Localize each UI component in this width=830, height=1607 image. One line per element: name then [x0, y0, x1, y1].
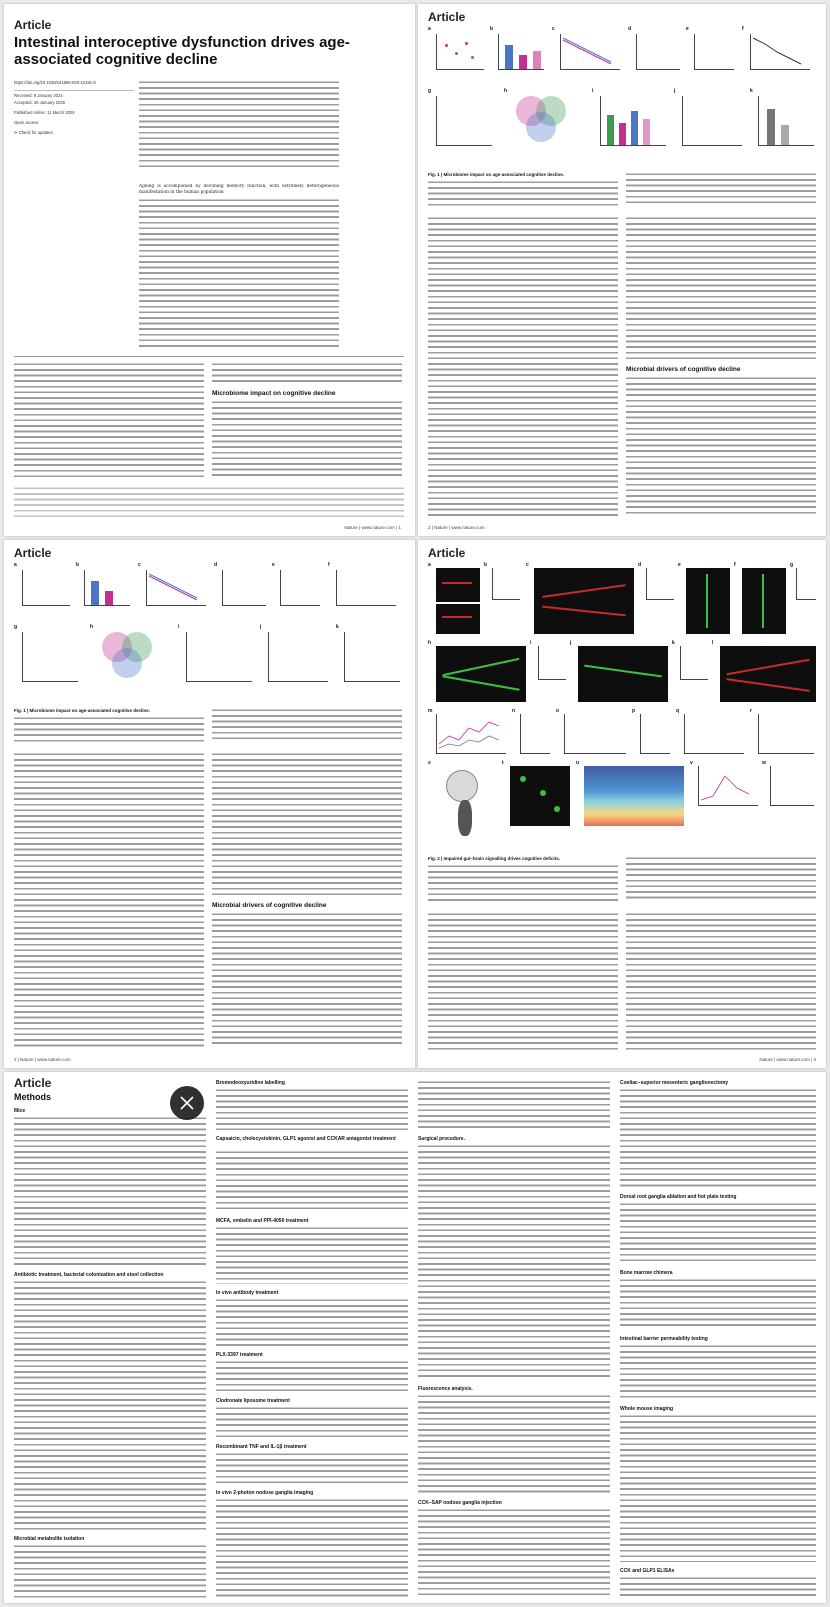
- page-footer: Nature | www.nature.com | 1: [344, 525, 401, 530]
- panel-label-a: a: [14, 562, 17, 568]
- dot-plot: [520, 714, 550, 754]
- subheading: In vivo 2-photon nodose ganglia imaging: [216, 1490, 314, 1496]
- subheading: Fluorescence analysis.: [418, 1386, 473, 1392]
- subheading: Recombinant TNF and IL-1β treatment: [216, 1444, 307, 1450]
- caption-body-right: [626, 856, 816, 902]
- panel-label-j: j: [260, 624, 262, 630]
- figure-caption: Fig. 1 | Microbiome impact on age-associated cognitive decline.: [14, 708, 151, 713]
- line-plot-2: [336, 570, 396, 606]
- micrograph: [686, 568, 730, 634]
- subheading: Coeliac–superior mesenteric ganglionectomy: [620, 1080, 729, 1086]
- panel-label-g: g: [428, 88, 432, 94]
- mouse-illustration: [436, 766, 496, 846]
- line-plot-3: [684, 714, 744, 754]
- bar-plot: [492, 568, 520, 600]
- body-column-right: [626, 912, 816, 1052]
- panel-label-d: d: [638, 562, 642, 568]
- panel-label-u: u: [576, 760, 580, 766]
- close-button[interactable]: [170, 1086, 204, 1120]
- line-plot: [146, 570, 206, 606]
- subheading: Microbial metabolite isolation: [14, 1536, 85, 1542]
- bar-plot-2: [186, 632, 252, 682]
- bar-plot: [498, 34, 544, 70]
- subheading: Mice: [14, 1108, 26, 1114]
- scatter-plot-3: [436, 96, 492, 146]
- section-label: Article: [428, 10, 466, 24]
- figure-caption: Fig. 2 | Impaired gut–brain signalling drives cognitive deficits.: [428, 856, 561, 861]
- bar-plot-3: [682, 96, 742, 146]
- section-label: Article: [428, 546, 466, 560]
- open-access: Open access: [14, 120, 39, 125]
- panel-label-a: a: [428, 562, 431, 568]
- panel-label-a: a: [428, 26, 431, 32]
- bar-plot-4: [758, 96, 814, 146]
- subheading: MCFA, embelin and PPI-4050 treatment: [216, 1218, 309, 1224]
- panel-label-b: b: [484, 562, 488, 568]
- body-column-left: [14, 752, 204, 1048]
- page-footer: Nature | www.nature.com | 4: [759, 1057, 816, 1062]
- page-3: [4, 540, 415, 1068]
- micrograph-green: [436, 646, 526, 702]
- panel-label-h: h: [504, 88, 508, 94]
- affiliations: [14, 486, 404, 518]
- bar-plot-4: [344, 632, 400, 682]
- methods-column-4: [620, 1080, 816, 1598]
- scatter-plot: [22, 570, 70, 606]
- scatter-plot-3: [22, 632, 78, 682]
- intro-column-right: [212, 400, 402, 478]
- bar-plot-3: [268, 632, 328, 682]
- bar-plot: [84, 570, 130, 606]
- section-heading: Microbial drivers of cognitive decline: [626, 366, 741, 373]
- page-footer: 2 | Nature | www.nature.com: [428, 525, 485, 530]
- section-label: Article: [14, 18, 52, 32]
- intro-column-left: [14, 362, 204, 477]
- dot-plot-3: [758, 714, 814, 754]
- panel-label-v: v: [690, 760, 693, 766]
- micrograph: [742, 568, 786, 634]
- scatter-plot-2: [636, 34, 680, 70]
- subheading: In vivo antibody treatment: [216, 1290, 279, 1296]
- subheading: Intestinal barrier permeability testing: [620, 1336, 708, 1342]
- subheading: Surgical procedure.: [418, 1136, 465, 1142]
- methods-column-3: [418, 1080, 610, 1598]
- scatter-plot-2: [222, 570, 266, 606]
- panel-label-e: e: [678, 562, 681, 568]
- panel-label-c: c: [526, 562, 529, 568]
- caption-body-right: [212, 708, 402, 742]
- section-label: Article: [14, 1076, 52, 1090]
- update-icon: ⟳: [14, 130, 19, 135]
- section-heading: Microbiome impact on cognitive decline: [212, 390, 336, 397]
- article-title: Intestinal interoceptive dysfunction drives age-associated cognitive decline: [14, 34, 350, 68]
- doi: https://doi.org/10.1038/s41586-026-10191-6: [14, 80, 96, 85]
- panel-label-g: g: [14, 624, 18, 630]
- figure-1: [428, 26, 818, 166]
- scatter-plot: [436, 34, 484, 70]
- caption-body: [428, 864, 618, 902]
- line-plot: [436, 714, 506, 754]
- panel-label-k: k: [336, 624, 339, 630]
- panel-label-o: o: [556, 708, 560, 714]
- panel-label-l: l: [712, 640, 714, 646]
- panel-label-c: c: [552, 26, 555, 32]
- panel-label-s: s: [428, 760, 431, 766]
- bar-plot-3: [796, 568, 816, 600]
- panel-label-f: f: [328, 562, 330, 568]
- panel-label-j: j: [570, 640, 572, 646]
- panel-label-j: j: [674, 88, 676, 94]
- line-plot-4: [698, 766, 758, 806]
- caption-body-right: [626, 172, 816, 206]
- panel-label-q: q: [676, 708, 680, 714]
- bar-plot-4: [538, 646, 566, 680]
- line-plot-2: [564, 714, 626, 754]
- intro-column-right-top: [212, 362, 402, 386]
- subheading: Clodronate liposome treatment: [216, 1398, 290, 1404]
- bar-plot-2: [646, 568, 674, 600]
- body-column-left: [428, 216, 618, 516]
- panel-label-d: d: [214, 562, 218, 568]
- figure-caption: Fig. 1 | Microbiome impact on age-associated cognitive decline.: [428, 172, 565, 177]
- panel-label-f: f: [742, 26, 744, 32]
- body-column-left: [428, 912, 618, 1052]
- panel-label-h: h: [90, 624, 94, 630]
- figure-1-copy: [14, 562, 404, 702]
- micrograph-red: [720, 646, 816, 702]
- author-list: [139, 80, 339, 170]
- panel-label-h: h: [428, 640, 432, 646]
- body-column-right: [626, 216, 816, 362]
- check-updates-link[interactable]: [14, 130, 134, 136]
- page-1: [4, 4, 415, 536]
- panel-label-k: k: [750, 88, 753, 94]
- panel-label-c: c: [138, 562, 141, 568]
- panel-label-r: r: [750, 708, 752, 714]
- caption-body: [428, 180, 618, 206]
- panel-label-n: n: [512, 708, 516, 714]
- figure-2: [428, 562, 818, 852]
- panel-label-t: t: [502, 760, 504, 766]
- body-column-right-2: [626, 376, 816, 516]
- line-plot: [560, 34, 620, 70]
- panel-label-w: w: [762, 760, 766, 766]
- subheading: Antibiotic treatment, bacterial colonization and stool collection: [14, 1272, 164, 1278]
- panel-label-m: m: [428, 708, 433, 714]
- line-plot-2: [750, 34, 810, 70]
- methods-column-1: [14, 1108, 206, 1598]
- panel-label-e: e: [272, 562, 275, 568]
- abstract-first-line: Ageing is accompanied by declining memory function, with extremely heterogeneous manifestation in the human population: [139, 184, 339, 195]
- subheading: Bone marrow chimera: [620, 1270, 673, 1276]
- received-date: Received: 9 January 2024: [14, 90, 134, 99]
- page-4: [418, 540, 826, 1068]
- body-column-right: [212, 752, 402, 898]
- subheading: CCK and GLP1 ELISAs: [620, 1568, 675, 1574]
- subheading: CCK–SAP nodose ganglia injection: [418, 1500, 502, 1506]
- panel-label-f: f: [734, 562, 736, 568]
- dot-plot-2: [640, 714, 670, 754]
- subheading: Bromodeoxyuridine labelling: [216, 1080, 285, 1086]
- micrograph-wide: [534, 568, 634, 634]
- venn-diagram: [98, 632, 168, 692]
- panel-label-i: i: [178, 624, 180, 630]
- panel-label-k: k: [672, 640, 675, 646]
- page-2: [418, 4, 826, 536]
- panel-label-d: d: [628, 26, 632, 32]
- close-icon: [179, 1095, 195, 1111]
- panel-label-i: i: [592, 88, 594, 94]
- micrograph: [436, 604, 480, 634]
- subheading: Dorsal root ganglia ablation and hot plate testing: [620, 1194, 737, 1200]
- section-label: Article: [14, 546, 52, 560]
- heatmap: [584, 766, 684, 826]
- venn-diagram: [512, 96, 582, 156]
- micrograph: [436, 568, 480, 602]
- bar-plot-5: [680, 646, 708, 680]
- published-date: Published online: 11 March 2026: [14, 110, 75, 115]
- panel-label-p: p: [632, 708, 636, 714]
- panel-label-i: i: [530, 640, 532, 646]
- panel-label-g: g: [790, 562, 794, 568]
- panel-label-e: e: [686, 26, 689, 32]
- section-heading: Microbial drivers of cognitive decline: [212, 902, 327, 909]
- bar-plot-2: [600, 96, 666, 146]
- dot-plot: [694, 34, 734, 70]
- body-column-right-2: [212, 912, 402, 1048]
- page-5: [4, 1072, 826, 1603]
- dot-plot-4: [770, 766, 814, 806]
- accepted-date: Accepted: 26 January 2026: [14, 100, 65, 105]
- methods-column-2: [216, 1080, 408, 1598]
- caption-body: [14, 716, 204, 742]
- abstract-body: [139, 198, 339, 348]
- dot-plot: [280, 570, 320, 606]
- micrograph-heatmap: [510, 766, 570, 826]
- subheading: PLX-3397 treatment: [216, 1352, 263, 1358]
- check-updates-label: Check for updates: [18, 130, 53, 135]
- subheading: Capsaicin, cholecystokinin, GLP1 agonist and CCKAR antagonist treatment: [216, 1136, 396, 1142]
- methods-heading: Methods: [14, 1092, 51, 1102]
- panel-label-b: b: [490, 26, 494, 32]
- page-footer: 2 | Nature | www.nature.com: [14, 1057, 71, 1062]
- subheading: Whole mouse imaging: [620, 1406, 674, 1412]
- micrograph-green-2: [578, 646, 668, 702]
- panel-label-b: b: [76, 562, 80, 568]
